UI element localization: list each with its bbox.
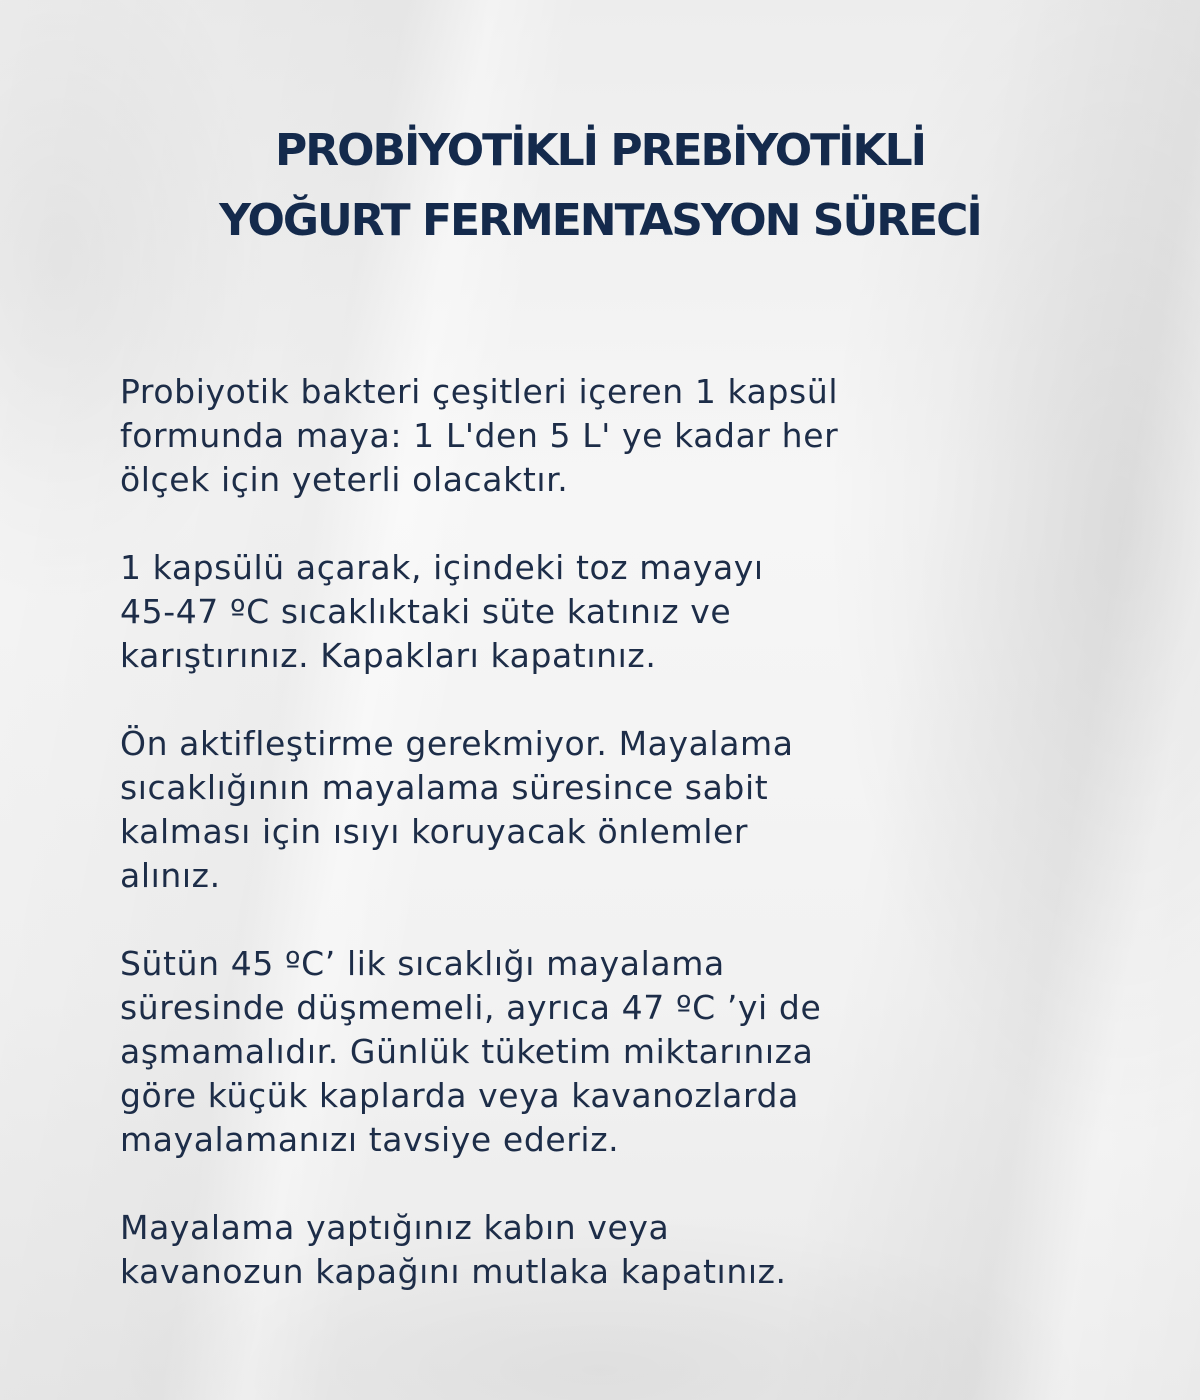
title-line-1: PROBİYOTİKLİ PREBİYOTİKLİ [274,125,926,176]
text-line: süresinde düşmemeli, ayrıca 47 ºC ’yi de [120,988,822,1027]
text-line: sıcaklığının mayalama süresince sabit [120,768,769,807]
text-line: karıştırınız. Kapakları kapatınız. [120,636,657,675]
text-line: aşmamalıdır. Günlük tüketim miktarınıza [120,1032,814,1071]
text-line: göre küçük kaplarda veya kavanozlarda [120,1076,799,1115]
text-line: Sütün 45 ºC’ lik sıcaklığı mayalama [120,944,725,983]
text-line: 1 kapsülü açarak, içindeki toz mayayı [120,548,764,587]
text-line: alınız. [120,856,221,895]
instructions-body [120,370,980,1338]
text-line: ölçek için yeterli olacaktır. [120,460,569,499]
page-title [0,116,1200,256]
text-line: kavanozun kapağını mutlaka kapatınız. [120,1252,787,1291]
text-line: mayalamanızı tavsiye ederiz. [120,1120,620,1159]
text-line: Probiyotik bakteri çeşitleri içeren 1 kapsül [120,372,839,411]
text-line: Mayalama yaptığınız kabın veya [120,1208,670,1247]
paragraph-capsule-info [120,370,980,502]
text-line: 45-47 ºC sıcaklıktaki süte katınız ve [120,592,732,631]
paragraph-temperature [120,942,980,1162]
paragraph-lid [120,1206,980,1294]
text-line: kalması için ısıyı koruyacak önlemler [120,812,749,851]
title-line-2: YOĞURT FERMENTASYON SÜRECİ [219,195,981,246]
paragraph-mixing [120,546,980,678]
text-line: Ön aktifleştirme gerekmiyor. Mayalama [120,724,794,763]
text-line: formunda maya: 1 L'den 5 L' ye kadar her [120,416,839,455]
paragraph-activation [120,722,980,898]
